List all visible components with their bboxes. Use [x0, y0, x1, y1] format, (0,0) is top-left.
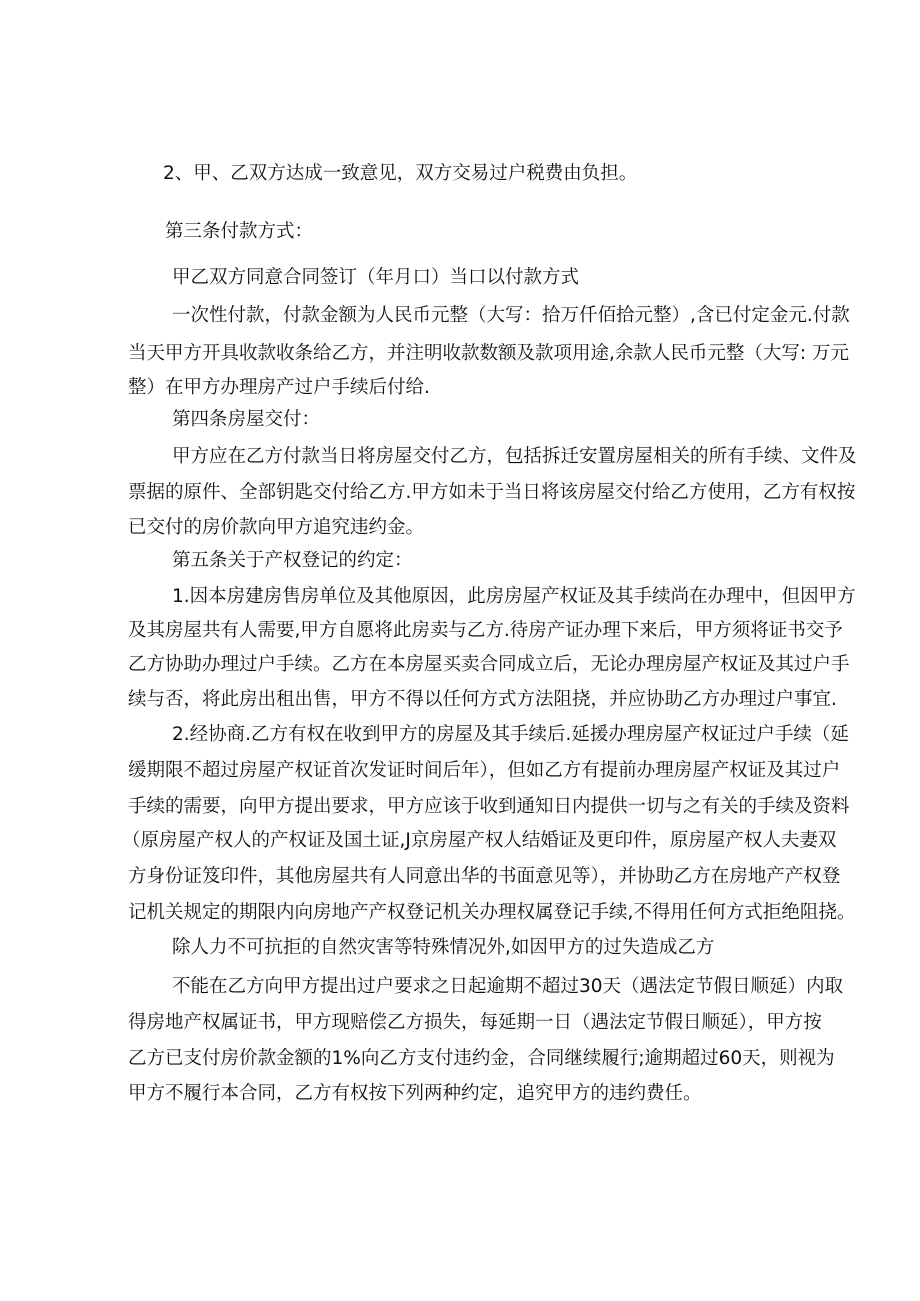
paragraph-line: 整）在甲方办理房产过户手续后付给.: [128, 377, 430, 398]
paragraph-line: 1.因本房建房售房单位及其他原因，此房房屋产权证及其手续尚在办理中，但因甲方: [172, 586, 856, 607]
paragraph-line: 记机关规定的期限内向房地产产权登记机关办理权属登记手续,不得用任何方式拒绝阻挠。: [128, 902, 856, 923]
section-heading-payment: 第三条付款方式：: [165, 221, 314, 242]
paragraph-line: 甲方应在乙方付款当日将房屋交付乙方，包括拆迁安置房屋相关的所有手续、文件及: [172, 446, 857, 467]
paragraph-line: 不能在乙方向甲方提出过户要求之日起逾期不超过30天（遇法定节假日顺延）内取: [172, 976, 844, 997]
paragraph-line: 甲方不履行本合同，乙方有权按下列两种约定，追究甲方的违约费任。: [128, 1083, 702, 1104]
paragraph-line: 手续的需要，向甲方提出要求，甲方应该于收到通知日内提供一切与之有关的手续及资料: [128, 796, 850, 817]
paragraph-line: 乙方已支付房价款金额的1%向乙方支付违约金，合同继续履行;逾期超过60天，则视为: [128, 1048, 835, 1069]
paragraph-line: 得房地产权属证书，甲方现赔偿乙方损失，每延期一日（遇法定节假日顺延），甲方按: [128, 1012, 822, 1033]
paragraph-line: 除人力不可抗拒的自然灾害等特殊情况外,如因甲方的过失造成乙方: [172, 937, 715, 958]
paragraph-line: 方身份证笈印件，其他房屋共有人同意出华的书面意见等），并协助乙方在房地产产权登: [128, 866, 841, 887]
paragraph-line: 续与否，将此房出租出售，甲方不得以任何方式方法阻挠，并应协助乙方办理过户事宜.: [128, 689, 837, 710]
paragraph-line: （原房屋产权人的产权证及国土证,J京房屋产权人结婚证及更印件，原房屋产权人夫妻双: [122, 830, 837, 851]
paragraph-line: 已交付的房价款向甲方追究违约金。: [128, 517, 425, 538]
paragraph-line: 乙方协助办理过户手续。乙方在本房屋买卖合同成立后，无论办理房屋产权证及其过户手: [128, 654, 850, 675]
paragraph-line: 缓期限不超过房屋产权证首次发证时间后年），但如乙方有提前办理房屋产权证及其过户: [128, 760, 841, 781]
section-heading-title-registration: 第五条关于产权登记的约定：: [172, 550, 413, 571]
section-heading-delivery: 第四条房屋交付：: [172, 409, 321, 430]
paragraph-line: 当天甲方开具收款收条给乙方，并注明收款数额及款项用途,余款人民币元整（大写: 万元: [128, 343, 849, 364]
paragraph-line: 票据的原件、全部钥匙交付给乙方.甲方如未于当日将该房屋交付给乙方使用，乙方有权按: [128, 482, 856, 503]
paragraph-line: 甲乙双方同意合同签订（年月口）当口以付款方式: [172, 267, 580, 288]
paragraph-line: 一次性付款，付款金额为人民币元整（大写：拾万仟佰拾元整）,含已付定金元.付款: [172, 305, 850, 326]
paragraph-line: 2.经协商.乙方有权在收到甲方的房屋及其手续后.延援办理房屋产权证过户手续（延: [172, 724, 849, 745]
paragraph-line-tax-agreement: 2、甲、乙双方达成一致意见，双方交易过户税费由负担。: [163, 163, 638, 184]
paragraph-line: 及其房屋共有人需要,甲方自愿将此房卖与乙方.待房产证办理下来后，甲方须将证书交予: [128, 620, 843, 641]
